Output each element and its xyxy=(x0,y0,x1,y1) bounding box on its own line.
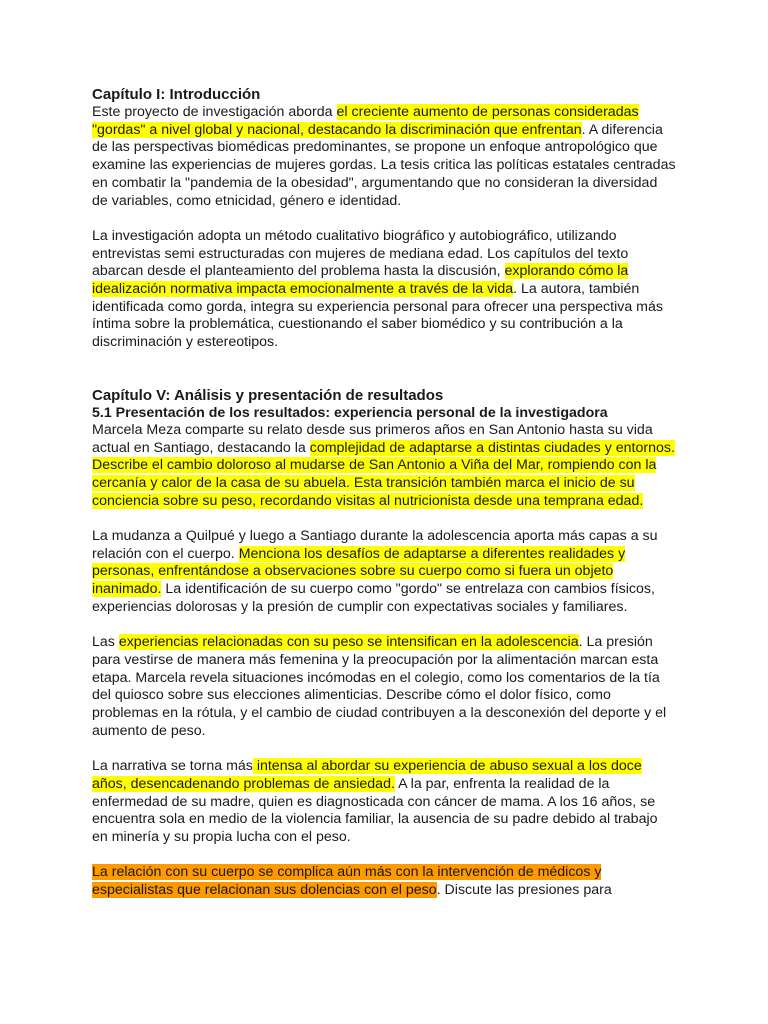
chapter-5-paragraph-3 xyxy=(92,634,676,740)
chapter-5-paragraph-5 xyxy=(92,864,676,899)
text-run: . La autora, también identificada como gorda, integra su experiencia personal para ofrecer una perspectiva más íntima sobre la problemática, cuestionando el saber biomédico y su contribución a la discriminación y estereotipos. xyxy=(92,281,663,351)
chapter-spacer xyxy=(92,352,676,387)
text-run: . A diferencia de las perspectivas biomédicas predominantes, se propone un enfoque antropológico que examine las experiencias de mujeres gordas. La tesis critica las políticas estatales centradas en combatir la "pandemia de la obesidad", argumentando que no consideran la diversidad de variables, como etnicidad, género e identidad. xyxy=(92,121,676,209)
chapter-5-paragraph-2 xyxy=(92,528,676,617)
highlighted-text: intensa al abordar su experiencia de abuso sexual a los doce años, desencadenando problemas de ansiedad. xyxy=(92,758,642,792)
chapter-1-paragraph-1 xyxy=(92,104,676,210)
text-run: . Discute las presiones para xyxy=(436,882,612,899)
text-run: Las xyxy=(92,634,119,651)
highlighted-text: complejidad de adaptarse a distintas ciudades y entornos. xyxy=(309,439,675,456)
highlighted-text: explorando cómo la idealización normativa impacta emocionalmente a través de la vida xyxy=(92,263,629,298)
section-5-1-title: 5.1 Presentación de los resultados: experiencia personal de la investigadora xyxy=(92,404,608,421)
text-run: La identificación de su cuerpo como "gordo" se entrelaza con cambios físicos, experiencias dolorosas y la presión de cumplir con expectativas sociales y familiares. xyxy=(92,581,655,615)
chapter-1-title: Capítulo I: Introducción xyxy=(92,86,261,103)
text-run: Este proyecto de investigación aborda xyxy=(92,104,337,120)
chapter-5-paragraph-1 xyxy=(92,422,676,511)
highlighted-text: experiencias relacionadas con su peso se intensifican en la adolescencia xyxy=(118,634,579,651)
highlighted-text-orange: La relación con su cuerpo se complica aún más con la intervención de médicos y especialistas que relacionan sus dolencias con el peso xyxy=(92,864,602,899)
text-run: Marcela Meza comparte su relato desde sus primeros años en San Antonio hasta su vida actual en Santiago, destacando la xyxy=(92,421,653,456)
highlighted-text: el creciente aumento de personas consideradas "gordas" a nivel global y nacional, destacando la discriminación que enfrentan xyxy=(92,104,639,138)
chapter-5-title: Capítulo V: Análisis y presentación de resultados xyxy=(92,386,444,404)
chapter-1-paragraph-2 xyxy=(92,228,676,352)
text-run: A la par, enfrenta la realidad de la enfermedad de su madre, quien es diagnosticada con cáncer de mama. A los 16 años, se encuentra sola en medio de la violencia familiar, la ausencia de su padre debido al trabajo en minería y su propia lucha con el peso. xyxy=(92,775,658,845)
text-run: La mudanza a Quilpué y luego a Santiago durante la adolescencia aporta más capas a su relación con el cuerpo. xyxy=(92,528,658,562)
text-run: . La presión para vestirse de manera más femenina y la preocupación por la alimentación marcan esta etapa. Marcela revela situaciones incómodas en el colegio, como los comentarios de la tía del quiosco sobre sus elecciones alimenticias. Describe cómo el dolor físico, como problemas en la rótula, y el cambio de ciudad contribuyen a la desconexión del deporte y el aumento de peso. xyxy=(92,634,667,739)
highlighted-text: Describe el cambio doloroso al mudarse de San Antonio a Viña del Mar, rompiendo con la cercanía y calor de la casa de su abuela. Esta transición también marca el inicio de su conciencia sobre su peso, recordando visitas al nutricionista desde una temprana edad. xyxy=(92,457,657,509)
highlighted-text: Menciona los desafíos de adaptarse a diferentes realidades y personas, enfrentándose a observaciones sobre su cuerpo como si fuera un objeto inanimado. xyxy=(92,545,626,598)
text-run: La investigación adopta un método cualitativo biográfico y autobiográfico, utilizando entrevistas semi estructuradas con mujeres de mediana edad. Los capítulos del texto abarcan desde el planteamiento del problema hasta la discusión, xyxy=(92,227,629,280)
chapter-5-paragraph-4 xyxy=(92,758,676,847)
text-run: La narrativa se torna más xyxy=(92,758,253,775)
